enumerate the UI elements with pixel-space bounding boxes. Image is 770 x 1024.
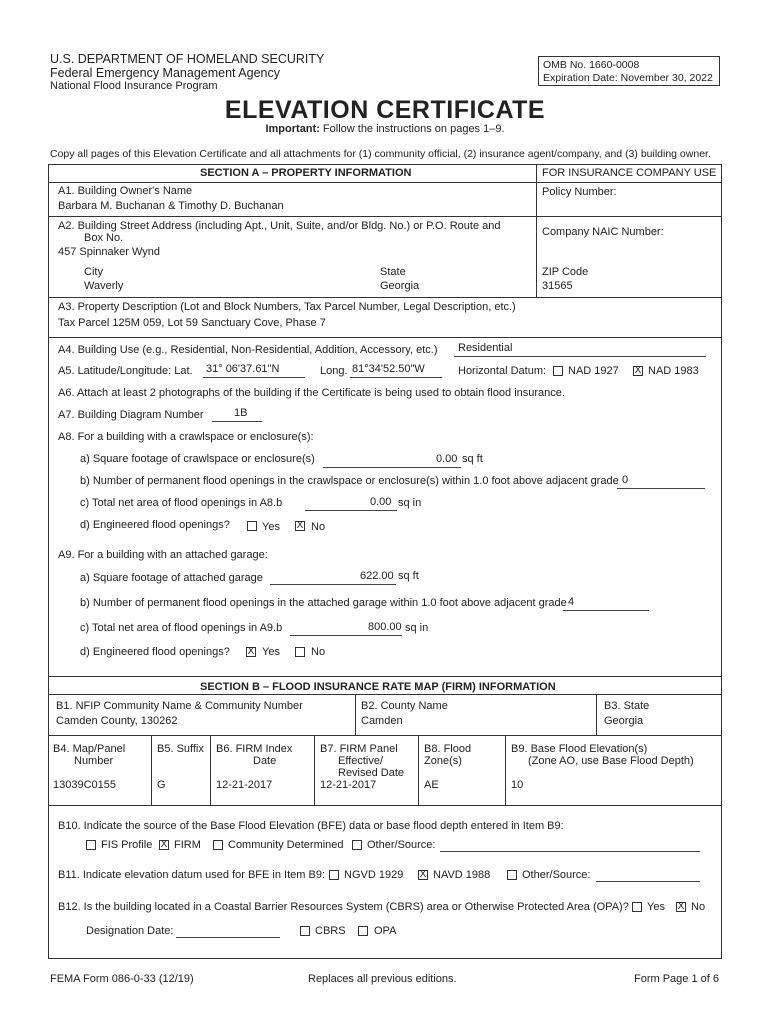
- a8a-underline: [323, 467, 461, 468]
- state-label: State: [380, 266, 406, 278]
- b9-label-2: (Zone AO, use Base Flood Depth): [528, 755, 694, 767]
- other-source-checkbox[interactable]: [352, 840, 362, 850]
- a9a-value: 622.00: [360, 570, 394, 582]
- a8d-no-checkbox[interactable]: X: [296, 520, 304, 531]
- a7-diagram-number: 1B: [234, 407, 248, 419]
- b6-label-1: B6. FIRM Index: [216, 743, 293, 755]
- agency-line-2: Federal Emergency Management Agency: [50, 66, 280, 80]
- a8d-no-label: No: [311, 521, 326, 533]
- cbrs-label: CBRS: [315, 925, 346, 937]
- a9b-underline: [563, 610, 649, 611]
- b11-label: B11. Indicate elevation datum used for BFE in Item B9:: [58, 869, 325, 881]
- a8a-unit: sq ft: [462, 453, 483, 465]
- a8a-value: 0.00: [436, 453, 458, 465]
- a9d-no-label: No: [311, 646, 326, 658]
- zip-label: ZIP Code: [542, 266, 589, 278]
- b11-other-label: Other/Source:: [522, 869, 591, 881]
- a9c-label: c) Total net area of flood openings in A9.b: [80, 622, 283, 634]
- opa-checkbox[interactable]: [358, 926, 368, 936]
- rule-b6: [210, 735, 211, 805]
- a5-longitude: 81°34'52.50"W: [352, 363, 425, 375]
- a8c-label: c) Total net area of flood openings in A8.b: [80, 497, 283, 509]
- nad1927-checkbox[interactable]: [553, 366, 563, 376]
- sectionA-heading: SECTION A – PROPERTY INFORMATION: [200, 167, 412, 179]
- b12-yes-checkbox[interactable]: [632, 902, 642, 912]
- b2-label: B2. County Name: [361, 700, 448, 712]
- rule-b8: [418, 735, 419, 805]
- a9a-label: a) Square footage of attached garage: [80, 572, 263, 584]
- rule-b7: [314, 735, 315, 805]
- policy-number-label: Policy Number:: [542, 186, 617, 198]
- state-value: Georgia: [380, 280, 420, 292]
- a9b-value: 4: [568, 596, 575, 608]
- a3-property-description: Tax Parcel 125M 059, Lot 59 Sanctuary Cove, Phase 7: [58, 317, 326, 329]
- rule-a1: [48, 216, 722, 217]
- designation-date-underline: [176, 937, 280, 938]
- a5-long-underline: [350, 377, 442, 378]
- b7-label-1: B7. FIRM Panel: [320, 743, 398, 755]
- b2-county: Camden: [361, 715, 403, 727]
- b4-label-1: B4. Map/Panel: [53, 743, 126, 755]
- document-title: ELEVATION CERTIFICATE: [224, 96, 546, 124]
- b12-yes-label: Yes: [647, 901, 665, 913]
- a9b-label: b) Number of permanent flood openings in the attached garage within 1.0 foot above adjacent grade: [80, 597, 567, 609]
- a8d-label: d) Engineered flood openings?: [80, 519, 230, 531]
- a8b-label: b) Number of permanent flood openings in the crawlspace or enclosure(s) within 1.0 foot above adjacent grade: [80, 475, 619, 487]
- a9a-unit: sq ft: [398, 570, 419, 582]
- a8c-unit: sq in: [398, 497, 422, 509]
- a9d-no-checkbox[interactable]: [295, 647, 305, 657]
- omb-box: [538, 56, 720, 86]
- a5-lat-underline: [203, 377, 305, 378]
- b7-label-3: Revised Date: [338, 767, 405, 779]
- rule-sectionB-top: [48, 676, 722, 677]
- naic-label: Company NAIC Number:: [542, 226, 664, 238]
- fis-profile-checkbox[interactable]: [86, 840, 96, 850]
- insurance-heading: FOR INSURANCE COMPANY USE: [542, 167, 717, 179]
- a5-latitude: 31° 06'37.61"N: [206, 363, 280, 375]
- important-text: Follow the instructions on pages 1–9.: [319, 123, 505, 135]
- ngvd-label: NGVD 1929: [344, 869, 404, 881]
- opa-label: OPA: [374, 925, 397, 937]
- rule-sectionA-heading: [48, 182, 722, 183]
- b5-suffix: G: [157, 779, 166, 791]
- a7-underline: [212, 421, 262, 422]
- rule-a3: [48, 337, 722, 338]
- navd-checkbox[interactable]: X: [419, 869, 427, 880]
- b8-label-2: Zone(s): [424, 755, 462, 767]
- b1-label: B1. NFIP Community Name & Community Number: [56, 700, 303, 712]
- a5-label: A5. Latitude/Longitude: Lat.: [58, 365, 193, 377]
- b1-community: Camden County, 130262: [56, 715, 178, 727]
- page-number: Form Page 1 of 6: [634, 973, 719, 985]
- b11-other-underline: [596, 881, 700, 882]
- a9a-underline: [270, 584, 396, 585]
- b7-firm-panel-date: 12-21-2017: [320, 779, 377, 791]
- copy-note: Copy all pages of this Elevation Certificate and all attachments for (1) community official, (2) insurance agent/company, and (3) building owner.: [50, 148, 711, 160]
- a9d-yes-checkbox[interactable]: X: [247, 646, 255, 657]
- a1-owner-name: Barbara M. Buchanan & Timothy D. Buchanan: [58, 200, 284, 212]
- rule-b3: [596, 694, 597, 735]
- zip-value: 31565: [542, 280, 573, 292]
- a7-label: A7. Building Diagram Number: [58, 409, 204, 421]
- a4-underline: [454, 356, 706, 357]
- replaces-note: Replaces all previous editions.: [308, 973, 457, 985]
- cbrs-checkbox[interactable]: [300, 926, 310, 936]
- b6-firm-index-date: 12-21-2017: [216, 779, 273, 791]
- a8a-label: a) Square footage of crawlspace or enclosure(s): [80, 453, 315, 465]
- a9c-underline: [290, 635, 402, 636]
- rule-b2: [355, 694, 356, 735]
- expiration-date: Expiration Date: November 30, 2022: [543, 72, 713, 84]
- b4-map-panel: 13039C0155: [53, 779, 117, 791]
- b12-no-checkbox[interactable]: X: [677, 901, 685, 912]
- nad1927-label: NAD 1927: [568, 365, 619, 377]
- horizontal-datum-label: Horizontal Datum:: [458, 365, 547, 377]
- b9-label-1: B9. Base Flood Elevation(s): [511, 743, 648, 755]
- a8b-underline: [617, 488, 705, 489]
- b12-label: B12. Is the building located in a Coastal Barrier Resources System (CBRS) area or Otherwise Protected Area (OPA)?: [58, 901, 629, 913]
- city-label: City: [84, 266, 103, 278]
- form-number: FEMA Form 086-0-33 (12/19): [50, 973, 194, 985]
- city-value: Waverly: [84, 280, 124, 292]
- b5-label: B5. Suffix: [157, 743, 204, 755]
- agency-line-1: U.S. DEPARTMENT OF HOMELAND SECURITY: [50, 52, 325, 66]
- a8b-value: 0: [622, 474, 629, 486]
- a9-label: A9. For a building with an attached garage:: [58, 549, 268, 561]
- a6-label: A6. Attach at least 2 photographs of the building if the Certificate is being used to obtain flood insurance.: [58, 387, 565, 399]
- important-label: Important:: [265, 123, 320, 135]
- b4-label-2: Number: [74, 755, 114, 767]
- a2-label-line2: Box No.: [84, 232, 124, 244]
- firm-label: FIRM: [174, 839, 201, 851]
- a8d-yes-label: Yes: [262, 521, 280, 533]
- a3-label: A3. Property Description (Lot and Block Numbers, Tax Parcel Number, Legal Description, etc.): [58, 301, 516, 313]
- agency-line-3: National Flood Insurance Program: [50, 80, 218, 92]
- a1-label: A1. Building Owner's Name: [58, 185, 193, 197]
- community-determined-label: Community Determined: [228, 839, 344, 851]
- b7-label-2: Effective/: [338, 755, 384, 767]
- fis-profile-label: FIS Profile: [101, 839, 153, 851]
- b6-label-2: Date: [253, 755, 277, 767]
- navd-label: NAVD 1988: [433, 869, 491, 881]
- b10-other-underline: [440, 851, 700, 852]
- a9d-label: d) Engineered flood openings?: [80, 646, 230, 658]
- nad1983-checkbox[interactable]: X: [634, 365, 642, 376]
- rule-b1: [48, 735, 722, 736]
- ngvd-checkbox[interactable]: [329, 870, 339, 880]
- designation-date-label: Designation Date:: [86, 925, 174, 937]
- rule-b4-row: [48, 805, 722, 806]
- rule-a2: [48, 297, 722, 298]
- a8-label: A8. For a building with a crawlspace or enclosure(s):: [58, 431, 314, 443]
- b8-flood-zone: AE: [424, 779, 439, 791]
- a8c-value: 0.00: [370, 496, 392, 508]
- rule-sectionB-heading: [48, 694, 722, 695]
- rule-b9: [505, 735, 506, 805]
- community-determined-checkbox[interactable]: [213, 840, 223, 850]
- b3-state: Georgia: [604, 715, 644, 727]
- nad1983-label: NAD 1983: [648, 365, 699, 377]
- b10-label: B10. Indicate the source of the Base Flood Elevation (BFE) data or base flood depth entered in Item B9:: [58, 820, 564, 832]
- a4-label: A4. Building Use (e.g., Residential, Non-Residential, Addition, Accessory, etc.): [58, 344, 438, 356]
- a9c-value: 800.00: [368, 621, 402, 633]
- b3-label: B3. State: [604, 700, 650, 712]
- a4-building-use: Residential: [458, 342, 513, 354]
- a2-label: A2. Building Street Address (including Apt., Unit, Suite, and/or Bldg. No.) or P.O. Route and: [58, 220, 501, 232]
- a2-street-address: 457 Spinnaker Wynd: [58, 246, 161, 258]
- b11-other-checkbox[interactable]: [507, 870, 517, 880]
- other-source-label: Other/Source:: [367, 839, 436, 851]
- sectionB-heading: SECTION B – FLOOD INSURANCE RATE MAP (FIRM) INFORMATION: [200, 681, 556, 693]
- a9d-yes-label: Yes: [262, 646, 280, 658]
- a9c-unit: sq in: [405, 622, 429, 634]
- firm-checkbox[interactable]: X: [160, 839, 168, 850]
- a8c-underline: [305, 510, 397, 511]
- b12-no-label: No: [691, 901, 706, 913]
- a5-long-label: Long.: [320, 365, 348, 377]
- b9-base-flood-elevation: 10: [511, 779, 524, 791]
- b8-label-1: B8. Flood: [424, 743, 472, 755]
- important-note: [0, 123, 770, 135]
- rule-b5: [151, 735, 152, 805]
- a8d-yes-checkbox[interactable]: [247, 521, 257, 531]
- omb-number: OMB No. 1660-0008: [543, 59, 640, 71]
- rule-insurance-column: [536, 164, 537, 297]
